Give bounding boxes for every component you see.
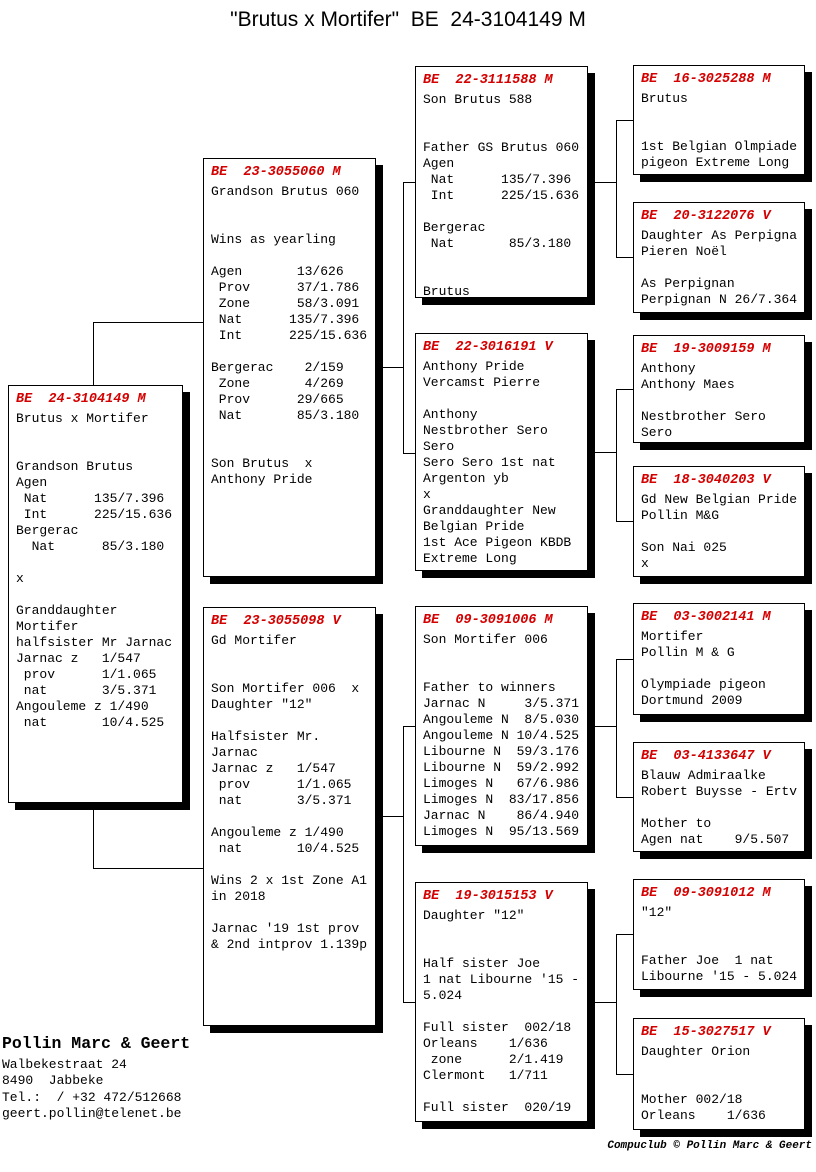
connector-line [93,868,203,869]
pigeon-details: Daughter "12" Half sister Joe 1 nat Libourne '15 - 5.024 Full sister 002/18 Orleans 1/636 zone 2/1.419 Clermont 1/711 Full sister 020/19 [423,908,580,1115]
pigeon-details: Blauw Admiraalke Robert Buysse - Ertv Mother to Agen nat 9/5.507 [641,768,798,847]
breeder-info [2,1033,190,1122]
connector-line [588,452,616,453]
pigeon-details: Mortifer Pollin M & G Olympiade pigeon Dortmund 2009 [641,629,766,708]
ring-number: BE 19-3015153 V [423,889,553,904]
pigeon-box-subject [8,385,183,803]
breeder-name: Pollin Marc & Geert [2,1034,191,1053]
ring-number: BE 03-4133647 V [641,749,771,764]
connector-line [616,797,633,798]
ring-number: BE 09-3091012 M [641,886,771,901]
pigeon-details: Daughter As Perpigna Pieren Noël As Perpignan Perpignan N 26/7.364 [641,228,798,307]
connector-line [588,1002,616,1003]
pigeon-box-sire-sire-dam [633,202,805,313]
connector-line [616,389,633,390]
pigeon-box-sire-dam-sire [633,335,805,443]
connector-line [93,322,94,385]
connector-line [376,816,403,817]
pigeon-box-sire [203,158,376,577]
connector-line [403,182,415,183]
connector-line [403,453,415,454]
pigeon-details: Son Brutus 588 Father GS Brutus 060 Agen Nat 135/7.396 Int 225/15.636 Bergerac Nat 85/3.180 Brutus [423,92,580,299]
pigeon-box-dam-dam [415,882,588,1122]
ring-number: BE 23-3055098 V [211,614,341,629]
connector-line [403,726,404,1002]
connector-line [616,1074,633,1075]
pigeon-details: Gd Mortifer Son Mortifer 006 x Daughter "12" Halfsister Mr. Jarnac Jarnac z 1/547 prov 1/1.065 nat 3/5.371 Angouleme z 1/490 nat 10/4.525 Wins 2 x 1st Zone A1 in 2018 Jarnac '19 1st prov & 2nd intprov 1.139p [211,633,368,952]
pigeon-box-sire-sire [415,66,588,298]
ring-number: BE 16-3025288 M [641,72,771,87]
pigeon-box-sire-sire-sire [633,65,805,175]
connector-line [616,934,617,1074]
ring-number: BE 18-3040203 V [641,473,771,488]
pigeon-box-sire-dam [415,333,588,571]
connector-line [616,120,617,257]
connector-line [376,367,403,368]
breeder-address: Walbekestraat 24 8490 Jabbeke Tel.: / +32 472/512668 geert.pollin@telenet.be [2,1057,182,1121]
connector-line [588,726,616,727]
connector-line [403,726,415,727]
pigeon-box-dam-sire-dam [633,742,805,852]
pedigree-title: "Brutus x Mortifer" BE 24-3104149 M [230,8,586,31]
ring-number: BE 22-3111588 M [423,73,553,88]
pigeon-details: Gd New Belgian Pride Pollin M&G Son Nai 025 x [641,492,798,571]
pigeon-box-dam-sire-sire [633,603,805,715]
pigeon-box-dam-dam-dam [633,1018,805,1130]
pigeon-details: Daughter Orion Mother 002/18 Orleans 1/636 [641,1044,766,1123]
connector-line [616,659,617,797]
pigeon-box-dam [203,607,376,1026]
ring-number: BE 03-3002141 M [641,610,771,625]
pigeon-details: Brutus x Mortifer Grandson Brutus Agen Nat 135/7.396 Int 225/15.636 Bergerac Nat 85/3.180 x Granddaughter Mortifer halfsister Mr Jarnac Jarnac z 1/547 prov 1/1.065 nat 3/5.371 Angouleme z 1/490 nat 10/4.525 [16,411,173,730]
connector-line [616,934,633,935]
pigeon-details: Grandson Brutus 060 Wins as yearling Agen 13/626 Prov 37/1.786 Zone 58/3.091 Nat 135/7.396 Int 225/15.636 Bergerac 2/159 Zone 4/269 Prov 29/665 Nat 85/3.180 Son Brutus x Anthony Pride [211,184,368,487]
ring-number: BE 24-3104149 M [16,392,146,407]
pigeon-details: "12" Father Joe 1 nat Libourne '15 - 5.024 [641,905,798,984]
connector-line [616,257,633,258]
ring-number: BE 15-3027517 V [641,1025,771,1040]
pigeon-box-sire-dam-dam [633,466,805,577]
connector-line [588,182,616,183]
connector-line [403,182,404,453]
pigeon-details: Anthony Pride Vercamst Pierre Anthony Nestbrother Sero Sero Sero Sero 1st nat Argenton yb x Granddaughter New Belgian Pride 1st Ace Pigeon KBDB Extreme Long [423,359,572,566]
connector-line [616,521,633,522]
connector-line [616,659,633,660]
pigeon-box-dam-sire [415,606,588,846]
connector-line [616,389,617,521]
connector-line [93,803,94,868]
pigeon-details: Brutus 1st Belgian Olmpiade pigeon Extreme Long [641,91,798,170]
pigeon-details: Anthony Anthony Maes Nestbrother Sero Sero [641,361,766,440]
connector-line [403,1002,415,1003]
ring-number: BE 19-3009159 M [641,342,771,357]
pigeon-box-dam-dam-sire [633,879,805,990]
connector-line [93,322,203,323]
software-credit: Compuclub © Pollin Marc & Geert [607,1140,812,1152]
ring-number: BE 20-3122076 V [641,209,771,224]
ring-number: BE 23-3055060 M [211,165,341,180]
connector-line [616,120,633,121]
ring-number: BE 09-3091006 M [423,613,553,628]
ring-number: BE 22-3016191 V [423,340,553,355]
pigeon-details: Son Mortifer 006 Father to winners Jarnac N 3/5.371 Angouleme N 8/5.030 Angouleme N 10/4.525 Libourne N 59/3.176 Libourne N 59/2.992 Limoges N 67/6.986 Limoges N 83/17.856 Jarnac N 86/4.940 Limoges N 95/13.569 [423,632,580,839]
